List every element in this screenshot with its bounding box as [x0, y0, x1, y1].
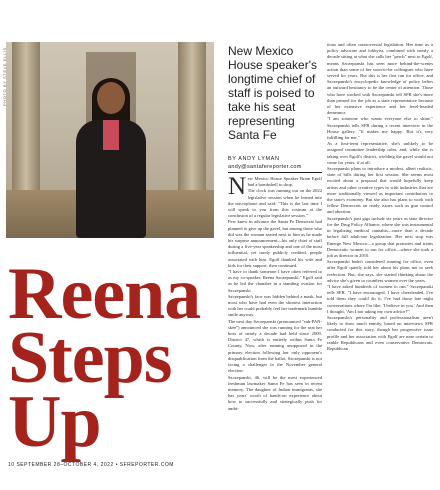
title-line-3: Up [8, 381, 101, 463]
page-footer: 10 SEPTEMBER 28–OCTOBER 4, 2022 • SFREPORTER.COM [8, 462, 174, 468]
portrait-photo [6, 42, 214, 238]
deck-headline: New Mexico House speaker's longtime chief of staff is poised to take his seat representing Santa Fe [228, 44, 318, 142]
byline-email[interactable]: andy@santafereporter.com [228, 164, 302, 170]
article-column-1 [228, 176, 322, 490]
column-1-text: ew Mexico House Speaker Brian Egolf had a bombshell to drop. The clock was running out on the 2022 legislative session when he leaned into the microphone and said: "This is the last time I will speak to you from this rostrum at the conclusion of a regular legislative session." Few knew in advance the Santa Fe Democrat had planned to give up the gavel, but among those who did was the woman seated next to him as he made his surprise announcement—his only chief of staff during a five-year speakership and one of the most influential, yet rarely publicly credited, people associated with him. Egolf thanked his wife and kids for their support, then continued. "I have to thank someone I have often referred to as my co-speaker, Reena Szczepanski," Egolf said as he led the chamber in a standing ovation for Szczepanski. Szczepanski's face was hidden behind a mask, but most who have had even the shortest interaction with her could probably feel her trademark humble smile anyway. The next day Szczepanski (pronounced "suh-PAN-skee") announced she was running for the seat her boss of nearly a decade had held since 2009. District 47, which is entirely within Santa Fe County, Now, after running unopposed in the primary election following her only opponent's disqualification from the ballot, Szczepanski is not facing a challenger in the November general election. Szczepanski, 46, will be the most experienced freshman lawmaker Santa Fe has seen in recent memory. The daughter of Indian immigrants, she has years' worth of hands-on experience about how to successfully and strategically push for ambi- [228, 176, 322, 411]
byline-rule [228, 172, 322, 173]
byline-author: BY ANDY LYMAN [228, 156, 280, 162]
drop-cap: N [228, 176, 247, 200]
article-column-2: tious and often controversial legislation. Her time as a policy advocate and lobbyist, combined with nearly a decade sitting at what she calls her "perch" next to Egolf, means Szczepanski has seen more behind-the-scenes action than some of her soon-to-be colleagues who have served for years. But this is her first run for office, and Szczepanski's encyclopedic knowledge of policy belies an outward hesitancy to be the center of attention. Those who have worked with Szczepanski tell SFR she's more than primed for the job as a state representative because of her extensive experience and her level-headed demeanor. "I am someone who wants everyone else to shine," Szczepanski tells SFR during a recent interview in the House gallery. "It makes me happy. But it's very fulfilling for me." As a first-term representative, she's unlikely to be assigned committee leadership roles, and, while she is taking over Egolf's district, wielding the gavel would not come for years, if at all. Szczepanski plans to introduce a modest, albeit realistic, slate of bills during her first session. She seems most excited about a proposal that would hopefully keep artists and other creative types in with industries that are more traditionally viewed as important contributors to the state's economy. But she also has plans to work with fellow Democrats on ready issues such as gun control and abortion. Szczepanski's past gigs include six years as state director for the Drug Policy Alliance, where she was instrumental in legalizing medical cannabis—more than a decade before full adult-use legalization. Her next stop was Emerge New Mexico—a group that promotes and trains Democratic women to run for office—where she took a job as director in 2010. Szczepanski hadn't considered running for office, even after Egolf quietly told her about his plans not to seek reelection. But, she says, she started thinking about the advice she's given to countless women over the years. "I have asked hundreds of women to run," Szczepanski tells SFR. "I have encouraged, I have cheerleaded, I've told them they could do it, I've had those late night conversations where I'm like, 'I believe in you.' And then I thought, 'Am I not taking my own advice?'" Szczepanski's personality and professionalism aren't likely to draw much enmity, based on interviews SFR conducted for this story, though her progressive issue profile and her association with Egolf are near certain to rankle Republicans and even conservative Democrats. Republican [327, 42, 433, 351]
title-line-1: Reena [8, 253, 201, 335]
face [97, 82, 125, 114]
subject-figure [76, 82, 146, 238]
byline [228, 155, 323, 171]
red-blouse [103, 120, 119, 150]
photo-credit: PHOTO BY STEVE ELLIS [2, 47, 7, 106]
main-title [8, 253, 223, 463]
title-line-2: Steps [8, 317, 172, 399]
